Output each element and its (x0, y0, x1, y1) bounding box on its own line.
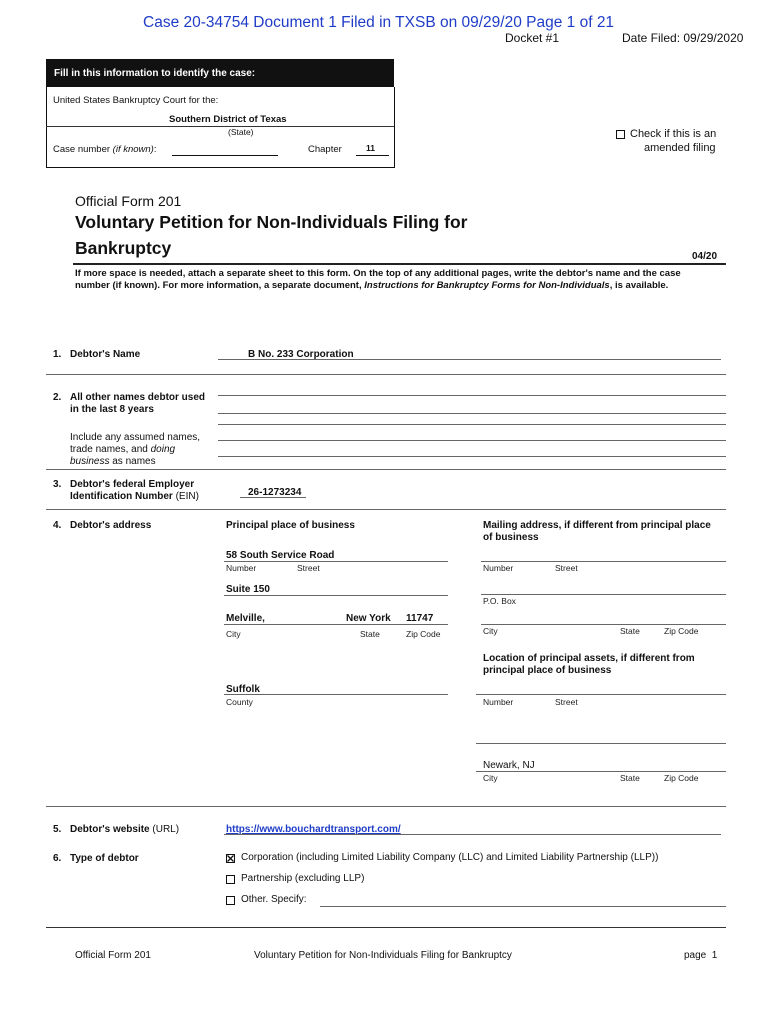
q2-note: Include any assumed names, trade names, and doing business as names (70, 432, 201, 467)
option-other-label: Other. Specify: (241, 894, 307, 905)
other-name-field-5[interactable] (218, 456, 726, 457)
principal-state-caption: State (360, 629, 380, 639)
corporation-checkbox[interactable] (226, 854, 235, 863)
state-caption: (State) (228, 127, 254, 137)
q6-label: Type of debtor (70, 853, 139, 864)
principal-zip-caption: Zip Code (406, 629, 441, 639)
website-link[interactable]: https://www.bouchardtransport.com/ (226, 824, 401, 835)
checkmark-x-icon (226, 854, 235, 863)
county-value: Suffolk (226, 684, 260, 695)
location-extra-field[interactable] (476, 743, 726, 744)
title-rule (73, 263, 726, 265)
other-specify-field[interactable] (320, 906, 726, 907)
district-underline (46, 126, 394, 127)
q1-label: Debtor's Name (70, 349, 141, 360)
q4-number: 4. (53, 520, 62, 531)
q3-number: 3. (53, 479, 62, 490)
amended-line2: amended filing (644, 142, 716, 154)
mailing-state-caption: State (620, 626, 640, 636)
website-field (224, 834, 721, 835)
principal-city-field[interactable] (224, 624, 448, 625)
principal-suite-value: Suite 150 (226, 584, 270, 595)
form-title-line1: Voluntary Petition for Non-Individuals Filing for (75, 212, 468, 232)
date-filed: Date Filed: 09/29/2020 (622, 31, 744, 45)
mailing-street-caption: Street (555, 563, 578, 573)
principal-city-value: Melville, (226, 613, 265, 624)
mailing-zip-caption: Zip Code (664, 626, 699, 636)
case-number-field[interactable] (172, 155, 278, 156)
location-city-value: Newark, NJ (483, 760, 535, 771)
ein-value: 26-1273234 (248, 487, 302, 498)
mailing-po-box-field[interactable] (481, 594, 726, 595)
q2-label: All other names debtor used in the last 8 years (70, 392, 206, 415)
county-field[interactable] (224, 694, 448, 695)
principal-city-caption: City (226, 629, 241, 639)
location-state-caption: State (620, 773, 640, 783)
ein-field[interactable] (240, 497, 306, 498)
q2-divider (46, 469, 726, 470)
other-name-field-4[interactable] (218, 440, 726, 441)
location-zip-caption: Zip Code (664, 773, 699, 783)
county-caption: County (226, 697, 253, 707)
amended-line1: Check if this is an (630, 128, 717, 140)
mailing-city-field[interactable] (481, 624, 726, 625)
q4-divider (46, 806, 726, 807)
location-street-field[interactable] (476, 694, 726, 695)
principal-street-caption: Street (297, 563, 320, 573)
district-value: Southern District of Texas (169, 114, 287, 125)
q3-divider (46, 509, 726, 510)
q1-divider (46, 374, 726, 375)
chapter-value: 11 (366, 143, 375, 153)
option-corporation-label: Corporation (including Limited Liability Company (LLC) and Limited Liability Partnership (LLP)) (241, 852, 659, 863)
mailing-number-caption: Number (483, 563, 514, 573)
q5-number: 5. (53, 824, 62, 835)
footer-form-title: Voluntary Petition for Non-Individuals Filing for Bankruptcy (254, 950, 512, 961)
principal-street-value: 58 South Service Road (226, 550, 335, 561)
principal-street-field[interactable] (224, 561, 448, 562)
option-partnership-label: Partnership (excluding LLP) (241, 873, 365, 884)
footer-rule (46, 927, 726, 928)
location-street-caption: Street (555, 697, 578, 707)
location-assets-heading: Location of principal assets, if different from principal place of business (483, 653, 695, 676)
principal-state-value: New York (346, 613, 391, 624)
footer-form-name: Official Form 201 (75, 950, 151, 961)
mailing-address-heading: Mailing address, if different from principal place of business (483, 520, 711, 543)
case-number-label: Case number (if known): (53, 144, 157, 155)
principal-place-heading: Principal place of business (226, 520, 355, 531)
q3-label: Debtor's federal Employer Identification Number (EIN) (70, 479, 199, 502)
debtor-name-value: B No. 233 Corporation (248, 349, 354, 360)
other-checkbox[interactable] (226, 896, 235, 905)
other-name-field-1[interactable] (218, 395, 726, 396)
debtor-name-field[interactable] (218, 359, 721, 360)
chapter-underline (356, 155, 389, 156)
q4-label: Debtor's address (70, 520, 152, 531)
principal-zip-value: 11747 (406, 613, 434, 624)
other-name-field-2[interactable] (218, 413, 726, 414)
location-city-caption: City (483, 773, 498, 783)
mailing-street-field[interactable] (481, 561, 726, 562)
q2-number: 2. (53, 392, 62, 403)
id-box-title: Fill in this information to identify the case: (54, 68, 256, 79)
q1-number: 1. (53, 349, 62, 360)
q5-label: Debtor's website (URL) (70, 824, 180, 835)
mailing-city-caption: City (483, 626, 498, 636)
principal-suite-field[interactable] (224, 595, 448, 596)
form-title-line2: Bankruptcy (75, 238, 172, 258)
partnership-checkbox[interactable] (226, 875, 235, 884)
court-filing-header: Case 20-34754 Document 1 Filed in TXSB on 09/29/20 Page 1 of 21 (143, 14, 615, 31)
location-number-caption: Number (483, 697, 514, 707)
instructions: If more space is needed, attach a separate sheet to this form. On the top of any additional pages, write the debtor's name and the case number (if known). For more information, a separate document, Instructions for Bankruptcy Forms for Non-Individuals, is available. (75, 268, 681, 291)
amended-filing-checkbox[interactable] (616, 130, 625, 139)
docket-number: Docket #1 (505, 31, 560, 45)
other-name-field-3[interactable] (218, 424, 726, 425)
chapter-label: Chapter (308, 144, 342, 155)
form-name: Official Form 201 (75, 193, 182, 209)
court-label: United States Bankruptcy Court for the: (53, 95, 219, 106)
principal-number-caption: Number (226, 563, 257, 573)
id-box-header (46, 59, 394, 87)
q6-number: 6. (53, 853, 62, 864)
po-box-caption: P.O. Box (483, 596, 516, 606)
footer-page-number: page 1 (684, 950, 718, 961)
form-revision: 04/20 (692, 251, 718, 262)
location-city-field[interactable] (476, 771, 726, 772)
